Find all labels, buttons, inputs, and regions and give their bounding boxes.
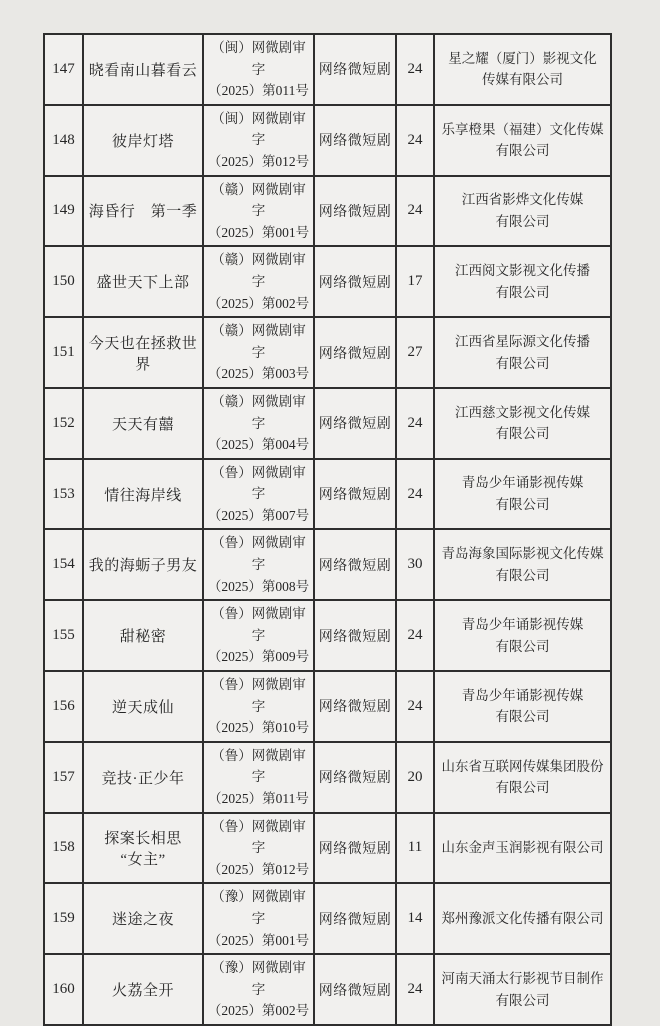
title-line: 彼岸灯塔 xyxy=(111,133,174,150)
cell-drama-title xyxy=(83,954,203,1025)
table-row xyxy=(44,34,611,105)
company-line: 有限公司 xyxy=(495,497,550,513)
cell-category: 网络微短剧 xyxy=(314,317,396,388)
title-line: 情往海岸线 xyxy=(104,487,182,504)
title-line: 迷途之夜 xyxy=(111,912,174,929)
table-row xyxy=(44,246,611,317)
cell-production-company xyxy=(434,459,611,530)
cell-production-company xyxy=(434,105,611,176)
cell-episode-count: 24 xyxy=(396,600,434,671)
table-row xyxy=(44,459,611,530)
cell-category: 网络微短剧 xyxy=(314,529,396,600)
cell-serial-number: 158 xyxy=(44,813,83,884)
cell-episode-count: 14 xyxy=(396,883,434,954)
company-line: 青岛少年诵影视传媒 xyxy=(461,475,584,491)
table-row xyxy=(44,529,611,600)
license-line: （赣）网微剧审字 xyxy=(211,252,306,289)
table-row xyxy=(44,317,611,388)
cell-episode-count: 24 xyxy=(396,34,434,105)
cell-serial-number: 156 xyxy=(44,671,83,742)
cell-license-number xyxy=(203,105,314,176)
cell-license-number xyxy=(203,529,314,600)
cell-production-company xyxy=(434,317,611,388)
cell-serial-number: 149 xyxy=(44,176,83,247)
license-line: （2025）第007号 xyxy=(207,507,310,523)
cell-episode-count: 30 xyxy=(396,529,434,600)
company-line: 传媒有限公司 xyxy=(482,72,563,88)
cell-drama-title xyxy=(83,600,203,671)
license-line: （2025）第004号 xyxy=(207,437,310,453)
license-line: （2025）第008号 xyxy=(207,578,310,594)
cell-episode-count: 11 xyxy=(396,813,434,884)
title-line: 天天有囍 xyxy=(111,416,174,433)
cell-episode-count: 27 xyxy=(396,317,434,388)
cell-category: 网络微短剧 xyxy=(314,388,396,459)
license-line: （鲁）网微剧审字 xyxy=(211,747,306,785)
cell-serial-number: 160 xyxy=(44,954,83,1025)
company-line: 有限公司 xyxy=(495,213,550,229)
table-row xyxy=(44,883,611,954)
table-row xyxy=(44,813,611,884)
license-line: （鲁）网微剧审字 xyxy=(211,818,306,856)
license-line: （赣）网微剧审字 xyxy=(211,181,306,219)
company-line: 有限公司 xyxy=(495,780,550,796)
company-line: 星之耀（厦门）影视文化 xyxy=(448,50,597,66)
cell-production-company xyxy=(434,883,611,954)
license-line: （2025）第012号 xyxy=(207,861,310,877)
cell-serial-number: 153 xyxy=(44,459,83,530)
license-line: （赣）网微剧审字 xyxy=(211,393,306,431)
cell-category: 网络微短剧 xyxy=(314,34,396,105)
company-line: 河南天涌太行影视节目制作 xyxy=(441,970,604,986)
company-line: 有限公司 xyxy=(495,709,550,725)
cell-category: 网络微短剧 xyxy=(314,459,396,530)
cell-drama-title xyxy=(83,459,203,530)
cell-serial-number: 152 xyxy=(44,388,83,459)
license-line: （2025）第010号 xyxy=(207,720,310,736)
company-line: 山东省互联网传媒集团股份 xyxy=(441,758,604,774)
company-line: 山东金声玉润影视有限公司 xyxy=(441,840,604,856)
cell-category: 网络微短剧 xyxy=(314,813,396,884)
company-line: 青岛海象国际影视文化传媒 xyxy=(441,546,604,562)
table-row xyxy=(44,388,611,459)
table-row xyxy=(44,600,611,671)
cell-license-number xyxy=(203,954,314,1025)
cell-license-number xyxy=(203,600,314,671)
license-line: （2025）第012号 xyxy=(207,153,310,169)
cell-license-number xyxy=(203,883,314,954)
cell-production-company xyxy=(434,600,611,671)
company-line: 乐享橙果（福建）文化传媒 xyxy=(441,121,604,137)
license-line: （鲁）网微剧审字 xyxy=(211,535,306,573)
cell-episode-count: 24 xyxy=(396,954,434,1025)
cell-license-number xyxy=(203,176,314,247)
license-line: （2025）第002号 xyxy=(207,1003,310,1019)
cell-drama-title xyxy=(83,105,203,176)
license-line: （2025）第011号 xyxy=(208,83,309,99)
title-line: “女主” xyxy=(120,851,166,868)
table-body xyxy=(44,34,611,1025)
license-line: （2025）第011号 xyxy=(208,791,309,806)
license-line: （2025）第002号 xyxy=(207,295,310,311)
cell-serial-number: 157 xyxy=(44,742,83,813)
cell-episode-count: 24 xyxy=(396,459,434,530)
table-row xyxy=(44,176,611,247)
company-line: 郑州豫派文化传播有限公司 xyxy=(441,910,604,926)
title-line: 晓看南山暮看云 xyxy=(88,62,198,79)
license-line: （2025）第003号 xyxy=(207,366,310,382)
cell-drama-title xyxy=(83,317,203,388)
cell-license-number xyxy=(203,388,314,459)
license-line: （闽）网微剧审字 xyxy=(211,110,306,148)
cell-episode-count: 24 xyxy=(396,176,434,247)
title-line: 火荔全开 xyxy=(111,983,174,1000)
cell-drama-title xyxy=(83,813,203,884)
cell-category: 网络微短剧 xyxy=(314,742,396,813)
cell-drama-title xyxy=(83,529,203,600)
title-line: 甜秘密 xyxy=(119,629,167,646)
cell-episode-count: 24 xyxy=(396,671,434,742)
company-line: 青岛少年诵影视传媒 xyxy=(461,617,584,633)
cell-category: 网络微短剧 xyxy=(314,105,396,176)
title-line: 海昏行 第一季 xyxy=(88,204,198,221)
license-line: （2025）第001号 xyxy=(207,932,310,948)
license-line: （闽）网微剧审字 xyxy=(211,40,306,77)
company-line: 青岛少年诵影视传媒 xyxy=(461,687,584,703)
cell-production-company xyxy=(434,388,611,459)
company-line: 江西省影烨文化传媒 xyxy=(461,192,584,208)
cell-category: 网络微短剧 xyxy=(314,954,396,1025)
company-line: 有限公司 xyxy=(495,426,550,442)
license-registry-table xyxy=(43,33,612,1026)
cell-license-number xyxy=(203,742,314,813)
title-line: 我的海蛎子男友 xyxy=(88,558,198,575)
cell-serial-number: 148 xyxy=(44,105,83,176)
title-line: 盛世天下上部 xyxy=(96,275,190,292)
company-line: 江西省星际源文化传播 xyxy=(455,333,590,349)
license-line: （鲁）网微剧审字 xyxy=(211,606,306,643)
cell-category: 网络微短剧 xyxy=(314,246,396,317)
cell-episode-count: 17 xyxy=(396,246,434,317)
cell-production-company xyxy=(434,742,611,813)
cell-category: 网络微短剧 xyxy=(314,176,396,247)
cell-category: 网络微短剧 xyxy=(314,883,396,954)
company-line: 有限公司 xyxy=(495,284,550,300)
cell-drama-title xyxy=(83,246,203,317)
cell-production-company xyxy=(434,954,611,1025)
cell-drama-title xyxy=(83,742,203,813)
cell-category: 网络微短剧 xyxy=(314,600,396,671)
cell-serial-number: 150 xyxy=(44,246,83,317)
cell-license-number xyxy=(203,671,314,742)
table-row xyxy=(44,105,611,176)
license-line: （鲁）网微剧审字 xyxy=(211,677,306,714)
company-line: 有限公司 xyxy=(495,143,550,159)
cell-license-number xyxy=(203,813,314,884)
cell-serial-number: 154 xyxy=(44,529,83,600)
title-line: 探案长相思 xyxy=(104,830,182,847)
cell-drama-title xyxy=(83,883,203,954)
company-line: 江西慈文影视文化传媒 xyxy=(455,404,590,420)
license-line: （赣）网微剧审字 xyxy=(211,323,306,360)
table-row xyxy=(44,742,611,813)
company-line: 有限公司 xyxy=(495,355,550,371)
cell-serial-number: 155 xyxy=(44,600,83,671)
cell-episode-count: 20 xyxy=(396,742,434,813)
cell-license-number xyxy=(203,317,314,388)
company-line: 有限公司 xyxy=(495,567,550,583)
cell-category: 网络微短剧 xyxy=(314,671,396,742)
cell-drama-title xyxy=(83,176,203,247)
cell-drama-title xyxy=(83,34,203,105)
license-line: （豫）网微剧审字 xyxy=(211,889,306,926)
license-line: （豫）网微剧审字 xyxy=(211,960,306,997)
company-line: 有限公司 xyxy=(495,638,550,654)
cell-serial-number: 151 xyxy=(44,317,83,388)
cell-production-company xyxy=(434,671,611,742)
title-line: 逆天成仙 xyxy=(111,699,174,716)
table-row xyxy=(44,671,611,742)
cell-drama-title xyxy=(83,388,203,459)
cell-production-company xyxy=(434,529,611,600)
license-line: （2025）第009号 xyxy=(207,649,310,665)
cell-episode-count: 24 xyxy=(396,105,434,176)
title-line: 今天也在拯救世界 xyxy=(88,335,198,373)
license-line: （鲁）网微剧审字 xyxy=(211,464,306,502)
cell-license-number xyxy=(203,34,314,105)
cell-license-number xyxy=(203,459,314,530)
cell-production-company xyxy=(434,176,611,247)
cell-episode-count: 24 xyxy=(396,388,434,459)
cell-drama-title xyxy=(83,671,203,742)
cell-production-company xyxy=(434,34,611,105)
company-line: 有限公司 xyxy=(495,992,550,1008)
company-line: 江西阅文影视文化传播 xyxy=(455,263,590,279)
title-line: 竞技·正少年 xyxy=(101,770,185,787)
cell-serial-number: 147 xyxy=(44,34,83,105)
cell-production-company xyxy=(434,246,611,317)
cell-serial-number: 159 xyxy=(44,883,83,954)
cell-license-number xyxy=(203,246,314,317)
cell-production-company xyxy=(434,813,611,884)
table-row xyxy=(44,954,611,1025)
license-line: （2025）第001号 xyxy=(207,224,310,240)
